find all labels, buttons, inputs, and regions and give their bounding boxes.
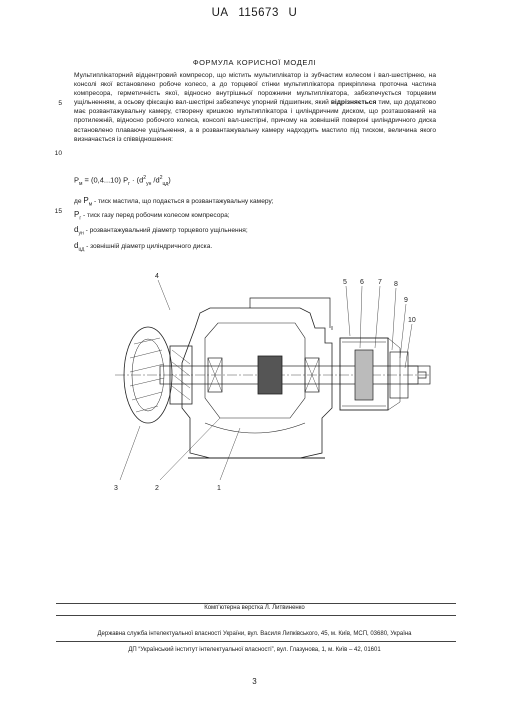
formula-frac-open: · (d xyxy=(129,175,144,185)
formula-sub-m: м xyxy=(79,181,83,187)
formula-sub-g: г xyxy=(128,181,130,187)
formula-close: ) xyxy=(168,175,171,185)
label-9: 9 xyxy=(404,297,408,304)
country-code: UA xyxy=(211,7,229,19)
institute-address: ДП “Український інститут інтелектуальної власності”, вул. Глазунова, 1, м. Київ – 42, 01601 xyxy=(128,647,381,653)
label-10: 10 xyxy=(408,317,416,324)
agency-address: Державна служба інтелектуальної власності України, вул. Василя Липківського, 45, м. Київ, МСП, 03680, Україна xyxy=(97,631,412,637)
line-number-5: 5 xyxy=(58,100,62,107)
definition-subscript: м xyxy=(88,201,93,208)
formula xyxy=(74,175,171,187)
definition-symbol: d xyxy=(74,241,79,250)
patent-kind: U xyxy=(288,7,298,19)
formula-slash: /d xyxy=(151,175,160,185)
formula-sq-1: 2 xyxy=(143,175,147,181)
label-5: 5 xyxy=(343,279,347,286)
formula-sub-un: ун xyxy=(146,181,152,187)
definition-symbol: P xyxy=(83,196,89,205)
section-title: ФОРМУЛА КОРИСНОЇ МОДЕЛІ xyxy=(192,58,317,67)
line-number-10: 10 xyxy=(54,150,62,157)
label-8: 8 xyxy=(394,281,398,288)
formula-coefficient: = (0,4...10) xyxy=(82,175,124,185)
definition-text: - тиск мастила, що подається в розвантажувальну камеру; xyxy=(93,198,274,205)
housing-inner xyxy=(205,323,305,418)
footer-rule-middle xyxy=(56,615,456,616)
definition-pg xyxy=(74,210,230,221)
formula-p: P xyxy=(74,175,80,185)
label-2: 2 xyxy=(155,485,159,492)
label-3: 3 xyxy=(114,485,118,492)
definition-dcd xyxy=(74,241,212,252)
oil-pipe xyxy=(250,298,332,330)
label-1: 1 xyxy=(217,485,221,492)
page-number: 3 xyxy=(252,677,257,686)
formula-sub-cd: цд xyxy=(162,181,169,187)
claim-text xyxy=(74,71,436,144)
label-6: 6 xyxy=(360,279,364,286)
base-curve xyxy=(205,423,305,433)
patent-number: 115673 xyxy=(238,7,279,19)
definition-subscript: г xyxy=(79,215,82,222)
definition-subscript: ун xyxy=(78,230,84,237)
definition-text: - розвантажувальний діаметр торцевого ущільнення; xyxy=(85,227,248,234)
definition-text: - зовнішній діаметр циліндричного диска. xyxy=(86,243,213,250)
claim-part-2: тим, що додатково має розвантажувальну камеру, створену кришкою мультиплікатора і циліндричним диском, що розташований на протилежній, відносно робочого колеса, консолі вал-шестірні, причому на зовнішній поверхні циліндричного диска встановлено плаваюче ущільнення, а в розвантажувальну камеру надходить мастило під тиском, величина якого визначається із співвідношення: xyxy=(74,99,436,143)
formula-pg: P xyxy=(123,175,129,185)
label-7: 7 xyxy=(378,279,382,286)
definition-dun xyxy=(74,225,248,236)
definition-lead: де xyxy=(74,198,82,205)
label-4: 4 xyxy=(155,273,159,280)
cylinder-disk xyxy=(355,350,373,400)
gear-pinion xyxy=(258,356,282,394)
housing-outline xyxy=(182,308,332,458)
compressor-drawing xyxy=(100,268,440,503)
footer-rule-bottom xyxy=(56,641,456,642)
definition-symbol: d xyxy=(74,225,79,234)
definition-pm xyxy=(74,196,274,207)
line-number-15: 15 xyxy=(54,208,62,215)
definition-symbol: P xyxy=(74,210,80,219)
claim-part-1: Мультиплікаторний відцентровий компресор, що містить мультиплікатор із зубчастим колесом і вал-шестірнею, на консолі якої встановлено робоче колесо, а до торцевої стінки мультиплікатора прикріплена проточна частина компресора, герметичність якої, відносно внутрішньої порожнини мультиплікатора, забезпечується торцевим ущільненням, а осьову фіксацію вал-шестірні забезпечує упорний підшипник, який xyxy=(74,72,436,107)
definition-subscript: цд xyxy=(78,246,85,253)
patent-header xyxy=(0,7,509,19)
composer-credit: Комп'ютерна верстка Л. Литвиненко xyxy=(204,605,305,611)
claim-keyword: відрізняється xyxy=(330,99,377,107)
formula-sq-2: 2 xyxy=(159,175,163,181)
footer-rule-top xyxy=(56,603,456,604)
definition-text: - тиск газу перед робочим колесом компресора; xyxy=(83,212,230,219)
